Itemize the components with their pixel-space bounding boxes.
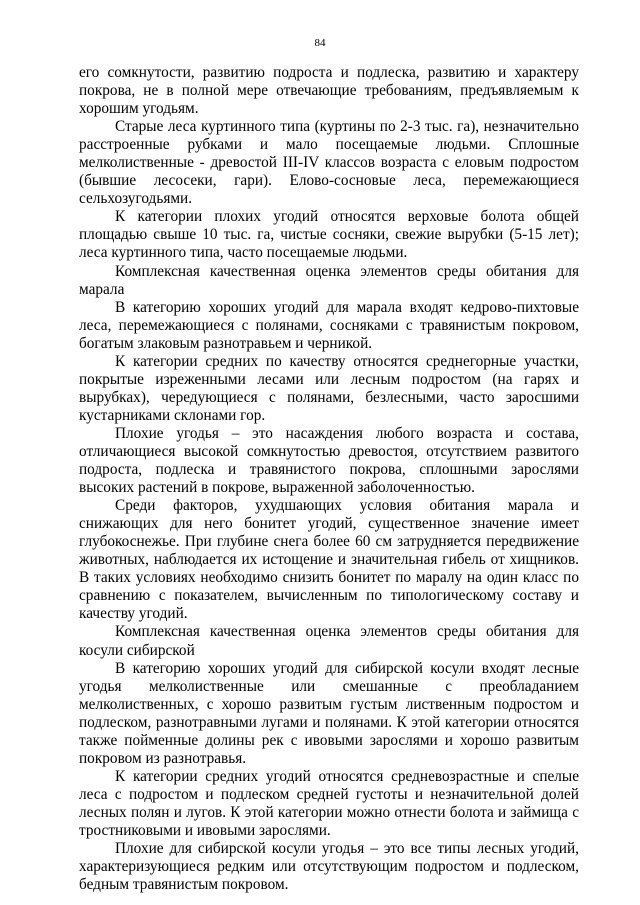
paragraph-10: В категорию хороших угодий для сибирской косули входят лесные угодья мелколиственные или смешанные с преобладанием мелколиственных, с хорошо развитым густым лиственным подростом и подлеском, разнотравными лугами и полянами. К этой категории относятся также пойменные долины рек с ивовыми зарослями и хорошо развитым покровом из разнотравья.: [79, 659, 579, 767]
paragraph-5: В категорию хороших угодий для марала входят кедрово-пихтовые леса, перемежающиеся с полянами, сосняками с травянистым покровом, богатым злаковым разнотравьем и черникой.: [79, 298, 579, 352]
section-heading-roe-deer: Комплексная качественная оценка элементов среды обитания для косули сибирской: [79, 623, 579, 659]
paragraph-1: его сомкнутости, развитию подроста и подлеска, развитию и характеру покрова, не в полной мере отвечающие требованиям, предъявляемым к хорошим угодьям.: [79, 64, 579, 118]
paragraph-12: Плохие для сибирской косули угодья – это все типы лесных угодий, характеризующиеся редким или отсутствующим подростом и подлеском, бедным травянистым покровом.: [79, 840, 579, 894]
paragraph-6: К категории средних по качеству относятся среднегорные участки, покрытые изреженными лесами или лесным подростом (на гарях и вырубках), чередующиеся с полянами, безлесными, часто заросшими кустарниками склонами гор.: [79, 352, 579, 424]
page-number: 84: [314, 37, 326, 49]
paragraph-11: К категории средних угодий относятся средневозрастные и спелые леса с подростом и подлеском средней густоты и незначительной долей лесных полян и лугов. К этой категории можно отнести болота и займища с тростниковыми и ивовыми зарослями.: [79, 767, 579, 839]
paragraph-8: Среди факторов, ухудшающих условия обитания марала и снижающих для него бонитет угодий, существенное значение имеет глубокоснежье. При глубине снега более 60 см затрудняется передвижение животных, наблюдается их истощение и значительная гибель от хищников. В таких условиях необходимо снизить бонитет по маралу на один класс по сравнению с показателем, вычисленным по типологическому составу и качеству угодий.: [79, 497, 579, 623]
section-heading-maral: Комплексная качественная оценка элементов среды обитания для марала: [79, 262, 579, 298]
paragraph-7: Плохие угодья – это насаждения любого возраста и состава, отличающиеся высокой сомкнутостью древостоя, отсутствием развитого подроста, подлеска и травянистого покрова, сплошными зарослями высоких растений в покрове, выраженной заболоченностью.: [79, 424, 579, 497]
paragraph-2: Старые леса куртинного типа (куртины по 2-3 тыс. га), незначительно расстроенные рубками и мало посещаемые людьми. Сплошные мелколиственные - древостой III-IV классов возраста с еловым подростом (бывшие лесосеки, гари). Елово-сосновые леса, перемежающиеся сельхозугодьями.: [79, 118, 579, 208]
text-body: [79, 64, 579, 894]
paragraph-3: К категории плохих угодий относятся верховые болота общей площадью свыше 10 тыс. га, чистые сосняки, свежие вырубки (5-15 лет); леса куртинного типа, часто посещаемые людьми.: [79, 208, 579, 262]
